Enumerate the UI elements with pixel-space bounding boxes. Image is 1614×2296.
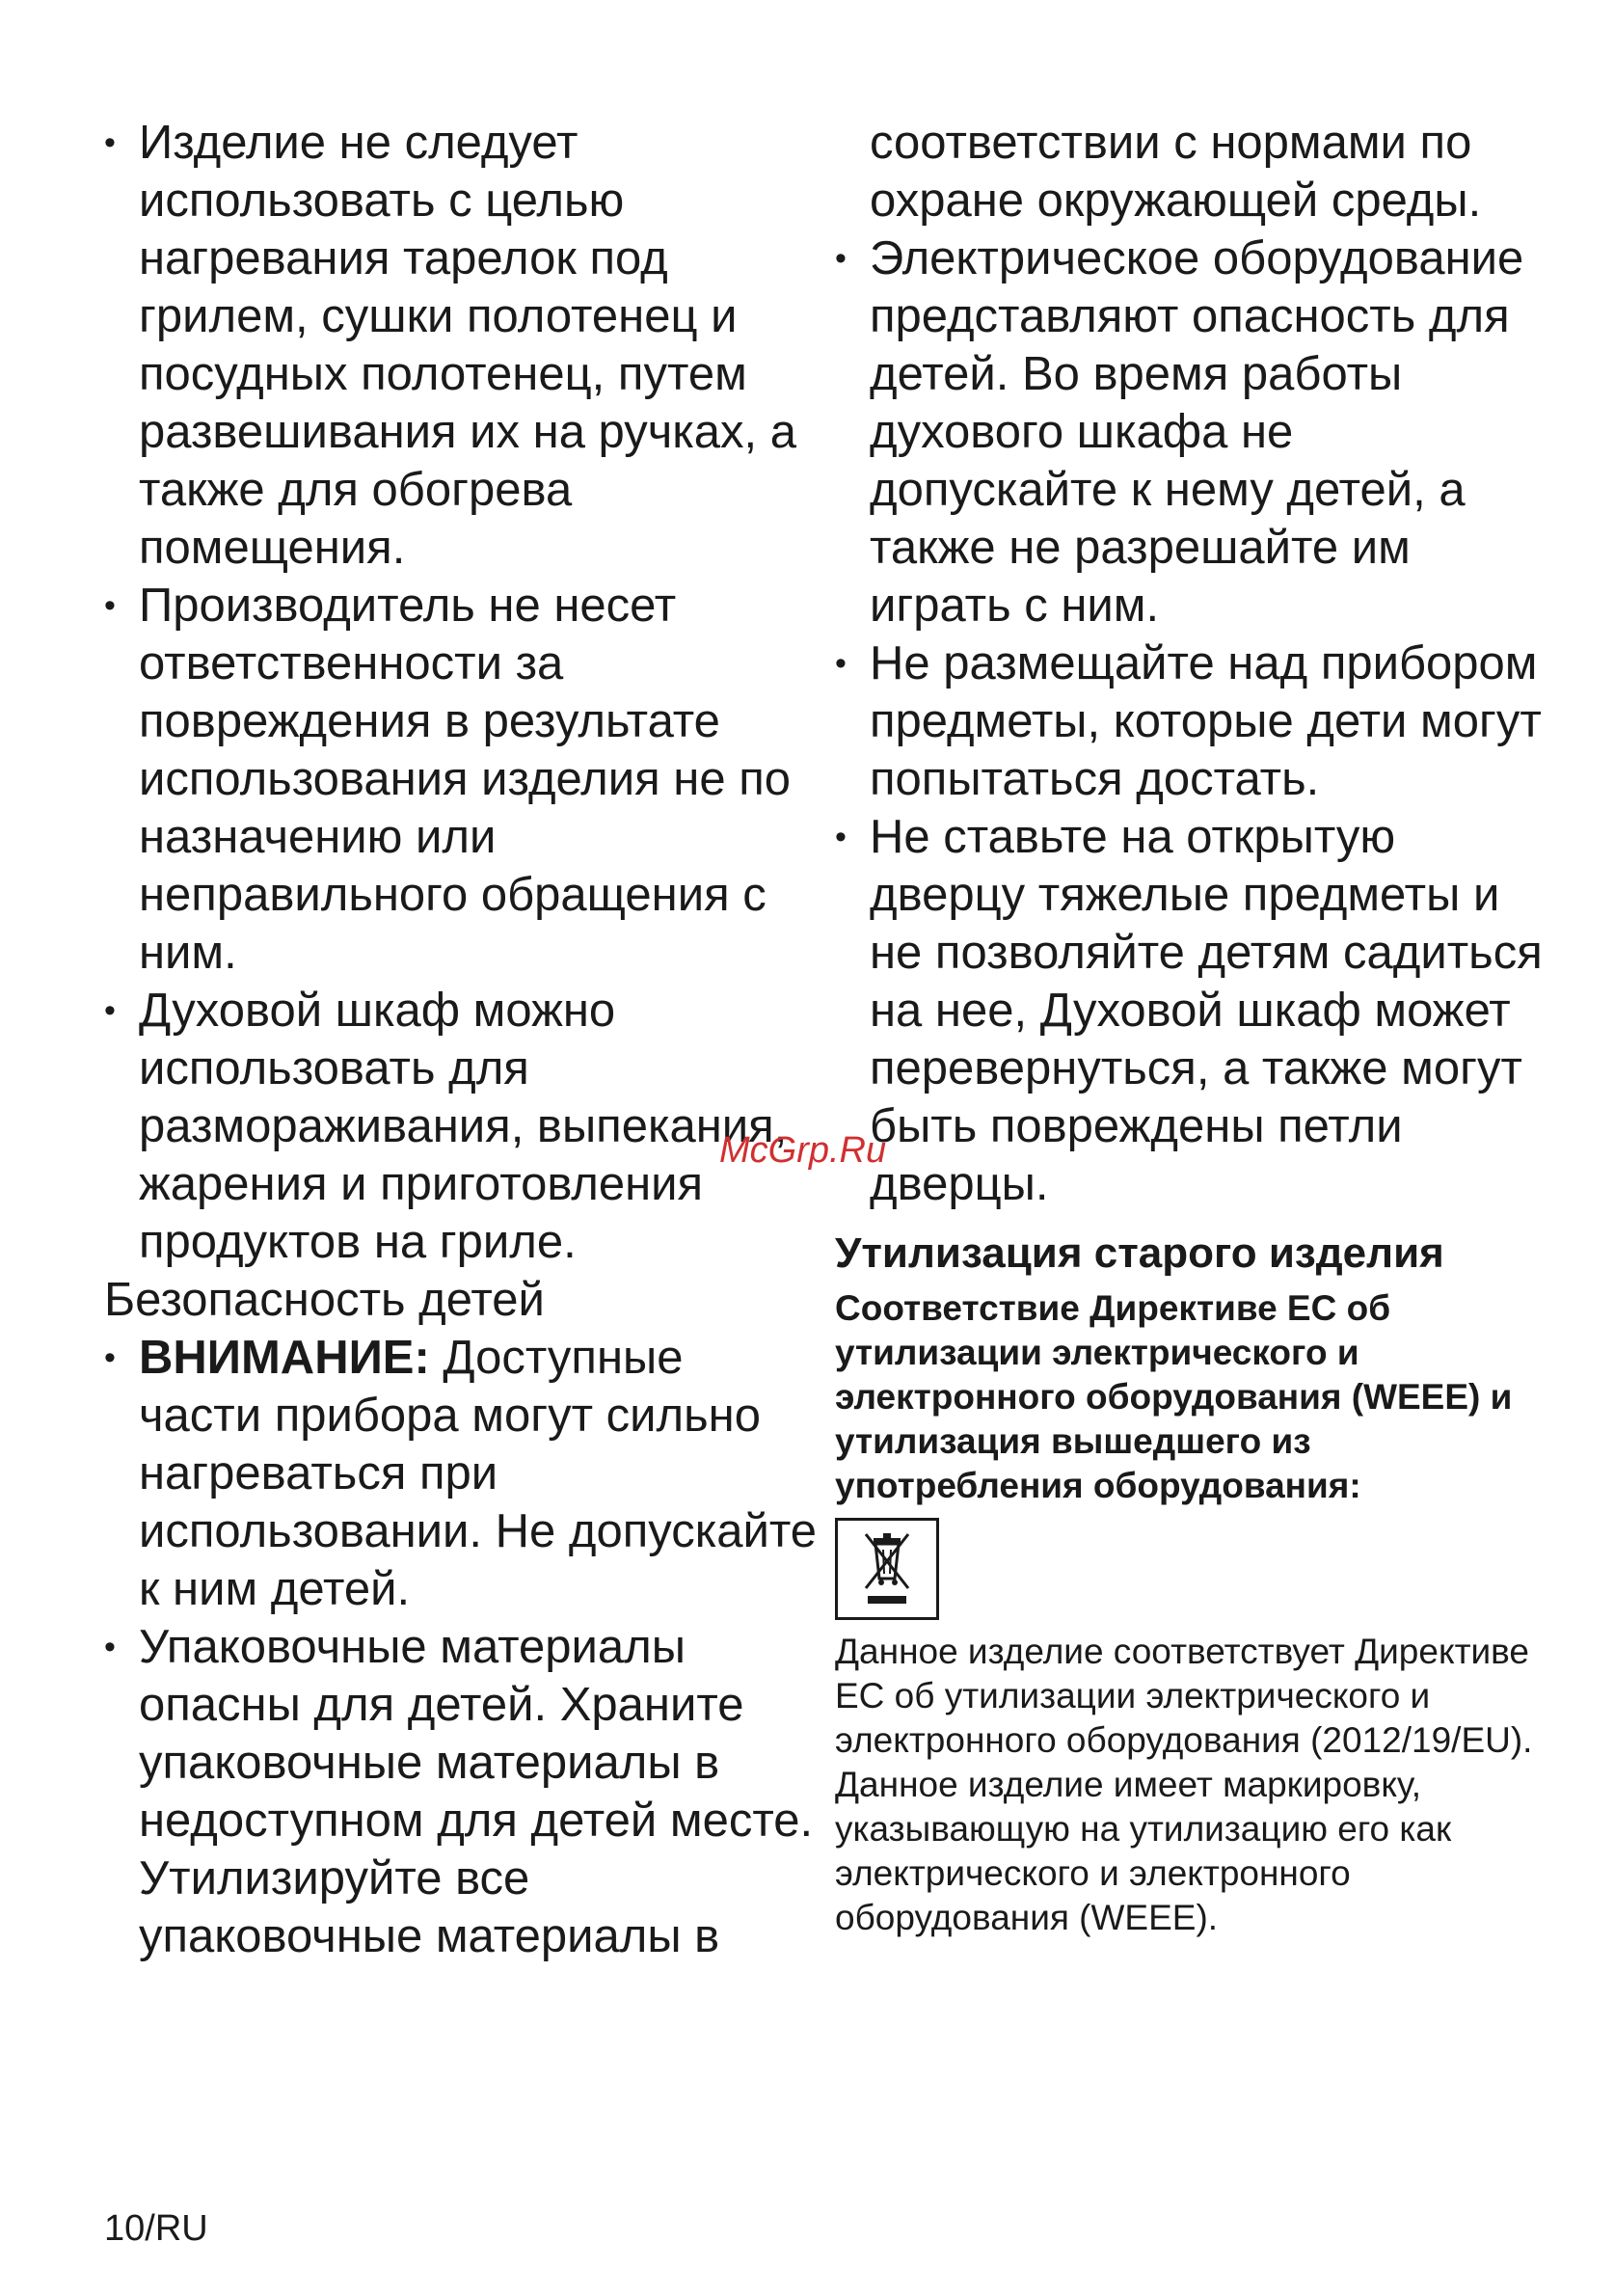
right-column <box>835 114 1548 1940</box>
child-safety-heading: Безопасность детей <box>104 1274 545 1326</box>
disposal-subtitle: Соответствие Директиве ЕС об утилизации электрического и электронного оборудования (WEEE) и утилизация вышедшего из употребления оборудования: <box>835 1288 1513 1505</box>
list-item: • Не ставьте на открытую дверцу тяжелые предметы и не позволяйте детям садиться на нее, Духовой шкаф может перевернуться, а также могут быть повреждены петли дверцы. <box>835 808 1548 1213</box>
warning-label: ВНИМАНИЕ: <box>139 1332 430 1384</box>
safety-list-top <box>104 114 818 1271</box>
list-item: • Электрическое оборудование представляют опасность для детей. Во время работы духового шкафа не допускайте к нему детей, а также не разрешайте им играть с ним. <box>835 230 1548 635</box>
disposal-text: Данное изделие соответствует Директиве ЕС об утилизации электрического и электронного оборудования (2012/19/EU). Данное изделие имеет маркировку, указывающую на утилизацию его как электрического и электронного оборудования (WEEE). <box>835 1632 1533 1937</box>
list-item: • Производитель не несет ответственности за повреждения в результате использования изделия не по назначению или неправильного обращения с ним. <box>104 577 818 982</box>
list-item <box>104 1329 818 1618</box>
warning-text: Доступные части прибора могут сильно нагреваться при использовании. Не допускайте к ним детей. <box>139 1332 817 1615</box>
crossed-bin-icon <box>835 1518 939 1620</box>
list-item: • Духовой шкаф можно использовать для размораживания, выпекания, жарения и приготовления продуктов на гриле. <box>104 982 818 1271</box>
list-item: • Не размещайте над прибором предметы, которые дети могут попытаться достать. <box>835 635 1548 808</box>
left-column <box>104 114 818 1965</box>
safety-list-right <box>835 230 1548 1213</box>
list-item: • Изделие не следует использовать с целью нагревания тарелок под грилем, сушки полотенец и посудных полотенец, путем развешивания их на ручках, а также для обогрева помещения. <box>104 114 818 577</box>
list-item: • Упаковочные материалы опасны для детей. Храните упаковочные материалы в недоступном для детей месте. Утилизируйте все упаковочные материалы в <box>104 1618 818 1965</box>
watermark: McGrp.Ru <box>719 1130 887 1171</box>
page-number: 10/RU <box>104 2208 208 2249</box>
continued-text: соответствии с нормами по охране окружающей среды. <box>870 117 1482 227</box>
child-safety-list <box>104 1329 818 1965</box>
disposal-title: Утилизация старого изделия <box>835 1229 1444 1277</box>
